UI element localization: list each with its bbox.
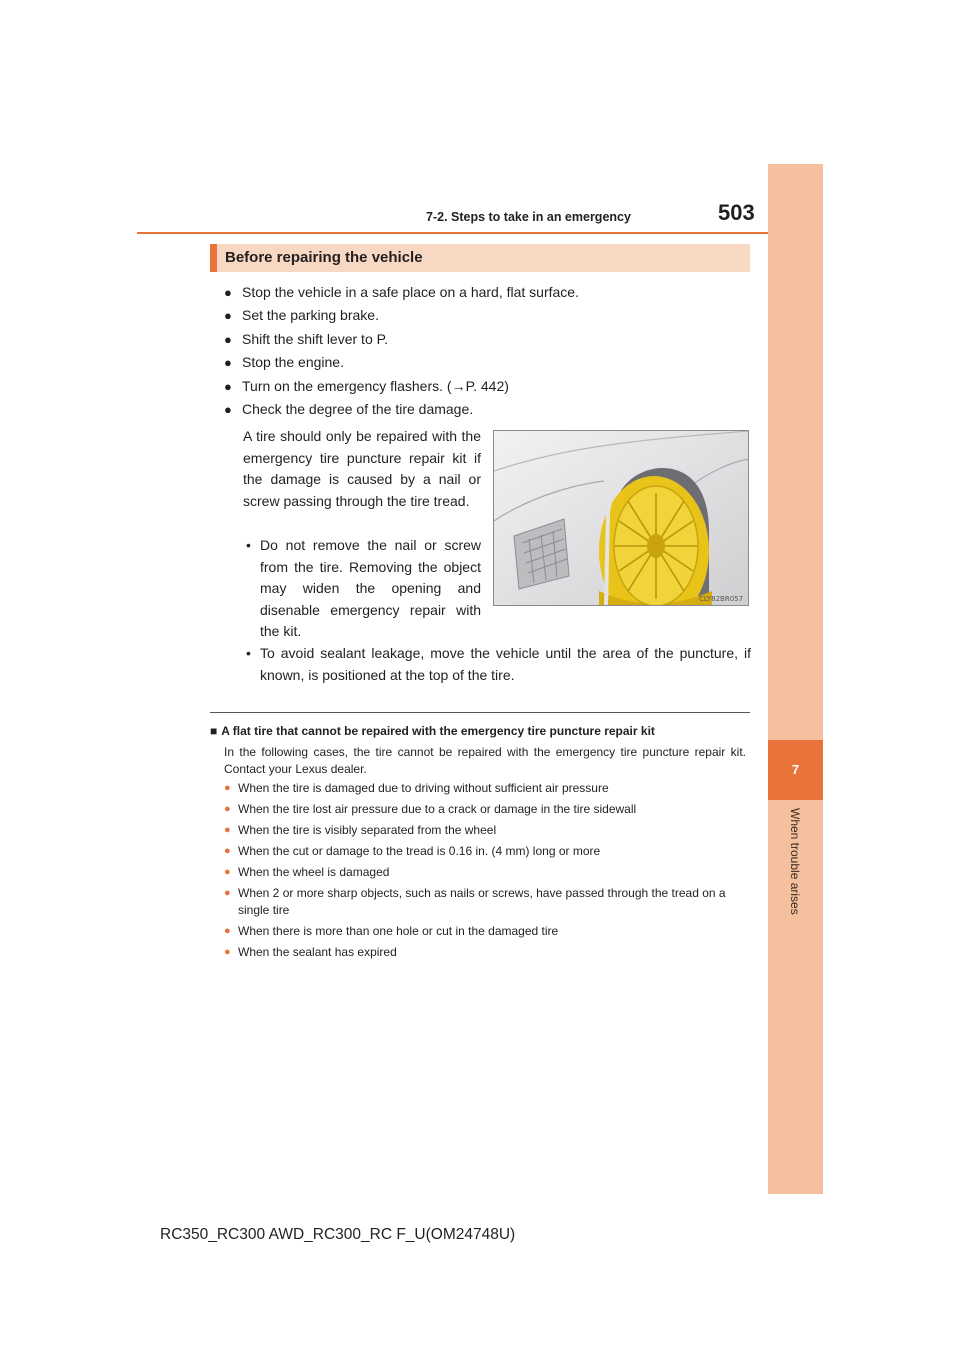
page-number: 503 (718, 200, 755, 225)
flat-tire-illustration (493, 430, 749, 606)
section-title: Before repairing the vehicle (210, 244, 750, 272)
bullet-icon: ● (224, 285, 232, 300)
bullet-icon: ● (224, 782, 231, 794)
illustration-code: CLY82BR057 (699, 595, 744, 603)
list-item: ● Turn on the emergency flashers. (→P. 442) (224, 375, 754, 398)
bullet-icon: ● (224, 308, 232, 324)
list-item: ● Stop the vehicle in a safe place on a hard, flat surface. (224, 281, 754, 304)
bullet-icon: ● (224, 887, 231, 900)
note-heading: ■ A flat tire that cannot be repaired with the emergency tire puncture repair kit (210, 724, 655, 738)
bullet-icon: ● (224, 378, 232, 394)
list-item: ● When the sealant has expired (224, 945, 397, 960)
bullet-icon: ● (224, 946, 231, 959)
square-bullet-icon: ■ (210, 724, 218, 738)
list-item: ● Shift the shift lever to P. (224, 328, 754, 351)
bullet-icon: ● (224, 331, 232, 347)
list-item: ● When there is more than one hole or cut in the damaged tire (224, 924, 559, 939)
note-intro: In the following cases, the tire cannot be repaired with the emergency tire puncture repair kit. Contact your Lexus dealer. (224, 745, 746, 776)
chapter-tab: 7 (768, 740, 823, 800)
list-item: ● Check the degree of the tire damage. (224, 398, 754, 421)
chapter-tab-title: When trouble arises (788, 808, 802, 915)
running-header-section: 7-2. Steps to take in an emergency (426, 210, 631, 224)
precaution-list (224, 281, 754, 421)
repair-explanation: A tire should only be repaired with the emergency tire puncture repair kit if the damage is caused by a nail or screw passing through the tire tread. (243, 428, 481, 509)
bullet-icon: ● (224, 803, 231, 816)
bullet-icon: ● (224, 355, 232, 371)
bullet-icon: ● (224, 845, 231, 858)
list-item: ● When the wheel is damaged (224, 865, 390, 880)
dot-marker: • (246, 645, 251, 661)
car-wheel-drawing (494, 431, 749, 606)
bullet-icon: ● (224, 402, 232, 418)
model-code-footer: RC350_RC300 AWD_RC300_RC F_U(OM24748U) (160, 1226, 516, 1243)
list-item: ● Stop the engine. (224, 351, 754, 374)
bullet-icon: ● (224, 866, 231, 879)
list-item: ● When the tire is damaged due to driving without sufficient air pressure (224, 781, 609, 795)
list-item: ● When 2 or more sharp objects, such as nails or screws, have passed through the tread on a single tire (224, 886, 726, 917)
bullet-icon: ● (224, 925, 231, 938)
sub-bullet-nail: • Do not remove the nail or screw from the tire. Removing the object may widen the opening and disenable emergency repair with the kit. (246, 537, 481, 640)
list-item: ● When the tire lost air pressure due to a crack or damage in the tire sidewall (224, 802, 637, 817)
sub-bullet-sealant: • To avoid sealant leakage, move the vehicle until the area of the puncture, if known, is positioned at the top of the tire. (246, 645, 751, 683)
list-item: ● When the tire is visibly separated from the wheel (224, 823, 497, 838)
list-item: ● When the cut or damage to the tread is 0.16 in. (4 mm) long or more (224, 844, 601, 859)
dot-marker: • (246, 537, 251, 553)
list-item: ● Set the parking brake. (224, 304, 754, 327)
header-divider (137, 232, 823, 234)
chapter-side-band (768, 164, 823, 1194)
bullet-icon: ● (224, 824, 231, 837)
unrepairable-cases-list (224, 780, 752, 965)
note-divider (210, 712, 750, 713)
